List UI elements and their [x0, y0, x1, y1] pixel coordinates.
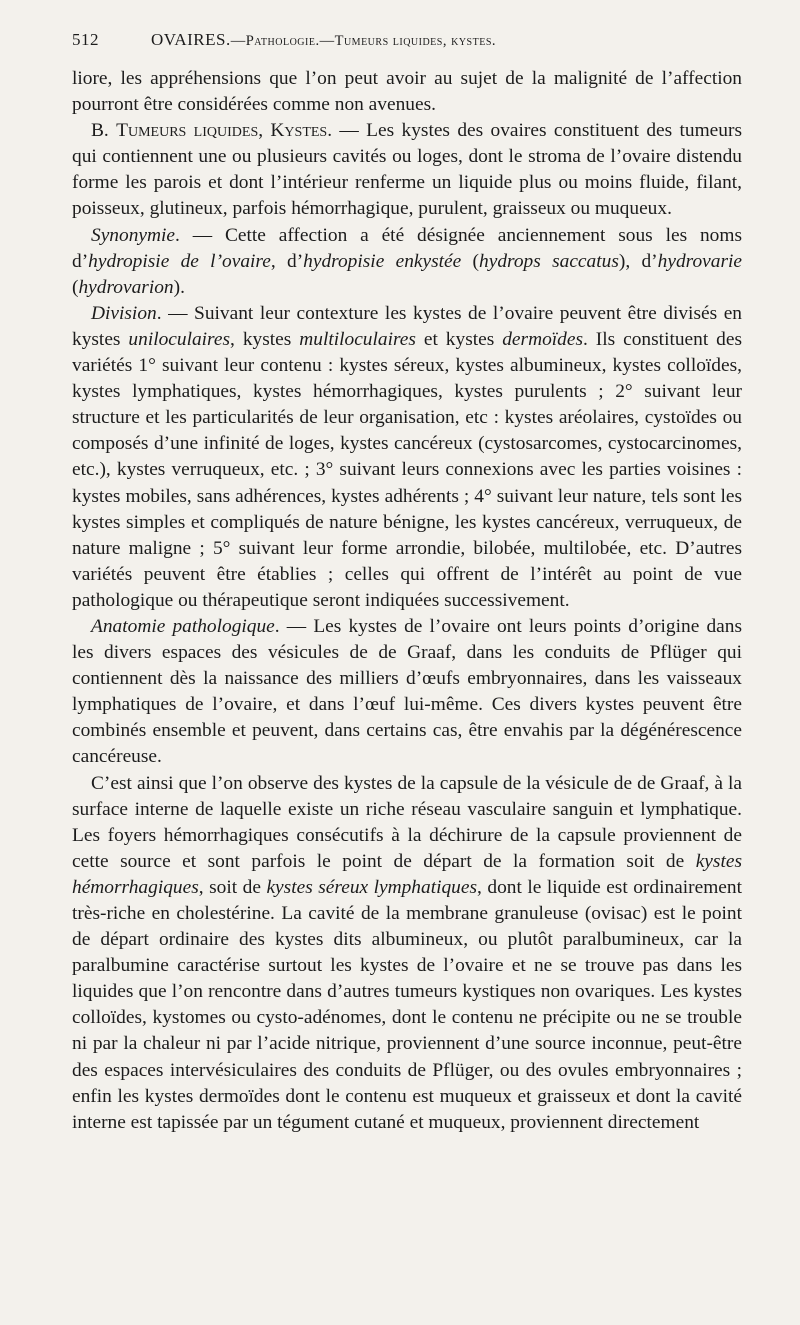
italic-term: dermoïdes: [502, 328, 584, 350]
italic-term: hydrops saccatus: [479, 250, 619, 272]
italic-term: kystes hémorrhagiques: [72, 850, 742, 898]
text-run: . Ils constituent des variétés 1° suivant leur contenu : kystes séreux, kystes albumineux, kystes colloïdes, kystes lymphatiques, kystes hémorrhagiques, kystes purulents ; 2° suivant leur structure et les particularités de leur organisation, etc : kystes aréolaires, cystoïdes ou composés d’une infinité de loges, kystes cancéreux (cystosarcomes, cystocarcinomes, etc.), kystes verruqueux, etc. ; 3° suivant leurs connexions avec les parties voisines : kystes mobiles, sans adhérences, kystes adhérents ; 4° suivant leur nature, tels sont les kystes simples et compliqués de nature bénigne, les kystes cancéreux, verruqueux, de nature maligne ; 5° suivant leur forme arrondie, bilobée, multilobée, etc. D’autres variétés peuvent être établies ; celles qui offrent de l’intérêt au point de vue pathologique ou thérapeutique seront indiquées successivement.: [72, 328, 743, 611]
italic-term: Anatomie pathologique: [91, 615, 275, 637]
text-run: . — Suivant leur contexture les kystes de l’ovaire peuvent être divisés en kystes: [72, 302, 742, 350]
text-run: , soit de: [198, 876, 267, 898]
italic-term: Synonymie: [91, 224, 175, 246]
italic-term: hydrovarion: [78, 276, 174, 298]
paragraph-tumeurs: [72, 118, 742, 222]
text-run: ).: [173, 276, 185, 298]
italic-term: multiloculaires: [299, 328, 416, 350]
text-run: ), d’: [618, 250, 658, 272]
body-text: [72, 66, 742, 1136]
paragraph-synonymie: [72, 223, 742, 301]
text-run: B.: [91, 120, 117, 142]
italic-term: hydropisie de l’ovaire: [88, 250, 271, 272]
chapter-title: OVAIRES.: [151, 30, 231, 49]
header-separator: —: [230, 33, 246, 49]
text-run: . — Cette affection a été désignée anciennement sous les noms d’: [72, 224, 742, 272]
text-run: et kystes: [415, 328, 503, 350]
italic-term: kystes séreux lymphatiques: [266, 876, 478, 898]
italic-term: uniloculaires: [128, 328, 231, 350]
italic-term: hydrovarie: [657, 250, 743, 272]
section-title: Pathologie.: [245, 33, 320, 49]
text-run: . — Les kystes des ovaires constituent des tumeurs qui contiennent une ou plusieurs cavités ou loges, dont le stroma de l’ovaire distendu forme les parois et dont l’intérieur renferme un liquide plus ou moins fluide, filant, poisseux, glutineux, parfois hémorrhagique, purulent, graisseux ou muqueux.: [72, 120, 742, 220]
page-number: 512: [72, 30, 99, 49]
text-run: , kystes: [230, 328, 300, 350]
paragraph-graaf: [72, 771, 742, 1136]
subsection-title: Tumeurs liquides, kystes.: [334, 33, 497, 49]
italic-term: hydropisie enkystée: [303, 250, 462, 272]
small-caps-heading: Tumeurs liquides, Kystes: [116, 120, 328, 142]
text-run: (: [461, 250, 480, 272]
paragraph-intro: [72, 66, 742, 118]
text-run: liore, les appréhensions que l’on peut avoir au sujet de la malignité de l’affection pourront être considérées comme non avenues.: [72, 68, 742, 116]
text-run: . — Les kystes de l’ovaire ont leurs points d’origine dans les divers espaces des vésicules de de Graaf, dans les conduits de Pflüger qui contiennent dès la naissance des milliers d’œufs embryonnaires, dans les vaisseaux lymphatiques de l’ovaire, et dans l’œuf lui-même. Ces divers kystes peuvent être combinés ensemble et peuvent, dans certains cas, être envahis par la dégénérescence cancéreuse.: [72, 615, 743, 768]
running-header: [72, 30, 742, 66]
italic-term: Division: [91, 302, 157, 324]
paragraph-anatomie: [72, 614, 742, 771]
paragraph-division: [72, 301, 742, 614]
header-separator: —: [319, 33, 335, 49]
text-run: , dont le liquide est ordinairement très-riche en cholestérine. La cavité de la membrane granuleuse (ovisac) est le point de départ ordinaire des kystes dits albumineux, ou plutôt paralbumineux, car la paralbumine caractérise surtout les kystes de l’ovaire et ne se trouve pas dans les liquides que l’on rencontre dans d’autres tumeurs kystiques non ovariques. Les kystes colloïdes, kystomes ou cysto-adénomes, dont le contenu ne précipite ou ne se trouble ni par la chaleur ni par l’acide nitrique, proviennent d’une source inconnue, peut-être des espaces intervésiculaires des conduits de Pflüger, ou des ovules embryonnaires ; enfin les kystes dermoïdes dont le contenu est muqueux et graisseux et dont la cavité interne est tapissée par un tégument cutané et muqueux, proviennent directement: [72, 876, 742, 1133]
text-run: C’est ainsi que l’on observe des kystes de la capsule de la vésicule de de Graaf, à la surface interne de laquelle existe un riche réseau vasculaire sanguin et lymphatique. Les foyers hémorrhagiques consécutifs à la déchirure de la capsule proviennent de cette source et sont parfois le point de départ de la formation soit de: [72, 772, 742, 872]
text-run: , d’: [270, 250, 304, 272]
text-run: (: [72, 276, 79, 298]
